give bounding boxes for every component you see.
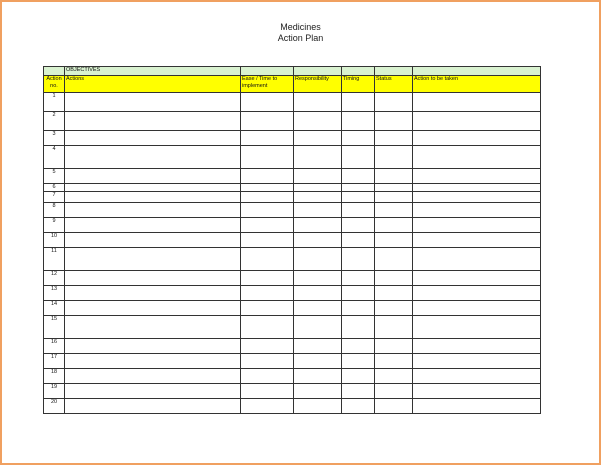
header-row	[44, 76, 541, 93]
row-number: 18	[44, 369, 65, 384]
table-cell[interactable]	[294, 354, 342, 369]
table-cell[interactable]	[413, 316, 541, 339]
objectives-cell[interactable]	[342, 67, 375, 76]
table-row	[44, 93, 541, 112]
table-cell[interactable]	[241, 192, 294, 203]
table-cell[interactable]	[241, 233, 294, 248]
header-action-taken: Action to be taken	[413, 76, 541, 93]
row-number: 11	[44, 248, 65, 271]
row-number: 5	[44, 169, 65, 184]
table-cell[interactable]	[375, 131, 413, 146]
table-cell[interactable]	[294, 339, 342, 354]
table-cell[interactable]	[294, 184, 342, 192]
table-cell[interactable]	[65, 248, 241, 271]
table-cell[interactable]	[65, 184, 241, 192]
table-cell[interactable]	[375, 271, 413, 286]
row-number: 7	[44, 192, 65, 203]
table-cell[interactable]	[65, 316, 241, 339]
table-cell[interactable]	[375, 184, 413, 192]
row-number: 6	[44, 184, 65, 192]
table-cell[interactable]	[65, 169, 241, 184]
table-cell[interactable]	[375, 399, 413, 414]
table-cell[interactable]	[241, 316, 294, 339]
table-cell[interactable]	[342, 248, 375, 271]
table-cell[interactable]	[413, 271, 541, 286]
row-number: 1	[44, 93, 65, 112]
table-cell[interactable]	[413, 192, 541, 203]
table-cell[interactable]	[375, 93, 413, 112]
table-cell[interactable]	[294, 286, 342, 301]
table-cell[interactable]	[294, 93, 342, 112]
table-cell[interactable]	[342, 112, 375, 131]
header-action-no: Action no.	[44, 76, 65, 93]
table-cell[interactable]	[241, 131, 294, 146]
table-cell[interactable]	[413, 384, 541, 399]
table-row	[44, 233, 541, 248]
table-cell[interactable]	[413, 339, 541, 354]
table-cell[interactable]	[65, 203, 241, 218]
header-status: Status	[375, 76, 413, 93]
row-number: 20	[44, 399, 65, 414]
table-cell[interactable]	[241, 271, 294, 286]
table-cell[interactable]	[375, 339, 413, 354]
table-cell[interactable]	[294, 233, 342, 248]
table-row	[44, 286, 541, 301]
table-cell[interactable]	[65, 192, 241, 203]
row-number: 17	[44, 354, 65, 369]
table-cell[interactable]	[65, 93, 241, 112]
table-cell[interactable]	[375, 146, 413, 169]
table-cell[interactable]	[342, 271, 375, 286]
objectives-cell[interactable]	[294, 67, 342, 76]
table-cell[interactable]	[375, 369, 413, 384]
table-cell[interactable]	[375, 169, 413, 184]
table-cell[interactable]	[241, 369, 294, 384]
table-row	[44, 301, 541, 316]
table-cell[interactable]	[65, 233, 241, 248]
row-number: 13	[44, 286, 65, 301]
row-number: 15	[44, 316, 65, 339]
table-cell[interactable]	[294, 248, 342, 271]
header-timing: Timing	[342, 76, 375, 93]
table-cell[interactable]	[65, 146, 241, 169]
row-number: 9	[44, 218, 65, 233]
table-row	[44, 384, 541, 399]
table-cell[interactable]	[375, 233, 413, 248]
table-cell[interactable]	[65, 399, 241, 414]
table-cell[interactable]	[241, 384, 294, 399]
table-cell[interactable]	[342, 286, 375, 301]
header-responsibility: Responsibility	[294, 76, 342, 93]
row-number: 12	[44, 271, 65, 286]
row-number: 8	[44, 203, 65, 218]
table-cell[interactable]	[294, 203, 342, 218]
table-row	[44, 248, 541, 271]
table-cell[interactable]	[294, 169, 342, 184]
table-cell[interactable]	[241, 399, 294, 414]
table-cell[interactable]	[342, 301, 375, 316]
table-cell[interactable]	[413, 112, 541, 131]
table-cell[interactable]	[342, 399, 375, 414]
table-cell[interactable]	[65, 131, 241, 146]
table-cell[interactable]	[65, 218, 241, 233]
table-cell[interactable]	[413, 233, 541, 248]
table-cell[interactable]	[294, 218, 342, 233]
table-cell[interactable]	[375, 316, 413, 339]
table-cell[interactable]	[342, 339, 375, 354]
table-cell[interactable]	[294, 399, 342, 414]
table-row	[44, 169, 541, 184]
table-cell[interactable]	[413, 286, 541, 301]
table-cell[interactable]	[413, 301, 541, 316]
table-cell[interactable]	[294, 301, 342, 316]
table-row	[44, 399, 541, 414]
table-cell[interactable]	[375, 301, 413, 316]
table-cell[interactable]	[413, 203, 541, 218]
table-cell[interactable]	[413, 248, 541, 271]
table-row	[44, 218, 541, 233]
objectives-cell[interactable]	[413, 67, 541, 76]
table-cell[interactable]	[342, 233, 375, 248]
table-row	[44, 369, 541, 384]
table-cell[interactable]	[294, 271, 342, 286]
row-number: 4	[44, 146, 65, 169]
table-cell[interactable]	[241, 339, 294, 354]
table-cell[interactable]	[342, 369, 375, 384]
table-cell[interactable]	[342, 146, 375, 169]
table-row	[44, 316, 541, 339]
table-cell[interactable]	[375, 192, 413, 203]
table-row	[44, 339, 541, 354]
table-cell[interactable]	[241, 112, 294, 131]
objectives-label: OBJECTIVES	[65, 67, 241, 76]
row-number: 2	[44, 112, 65, 131]
table-cell[interactable]	[413, 218, 541, 233]
table-cell[interactable]	[375, 218, 413, 233]
document-title	[0, 22, 601, 44]
table-cell[interactable]	[413, 131, 541, 146]
table-cell[interactable]	[241, 184, 294, 192]
table-cell[interactable]	[241, 248, 294, 271]
table-cell[interactable]	[342, 131, 375, 146]
row-number: 14	[44, 301, 65, 316]
table-cell[interactable]	[342, 184, 375, 192]
row-number: 16	[44, 339, 65, 354]
table-cell[interactable]	[294, 192, 342, 203]
table-cell[interactable]	[294, 146, 342, 169]
table-row	[44, 184, 541, 192]
table-cell[interactable]	[65, 339, 241, 354]
table-cell[interactable]	[65, 384, 241, 399]
table-cell[interactable]	[342, 354, 375, 369]
table-cell[interactable]	[65, 301, 241, 316]
table-cell[interactable]	[413, 93, 541, 112]
table-row	[44, 203, 541, 218]
table-row	[44, 192, 541, 203]
table-cell[interactable]	[375, 286, 413, 301]
action-plan-table	[43, 66, 541, 414]
table-cell[interactable]	[413, 146, 541, 169]
table-cell[interactable]	[241, 354, 294, 369]
table-cell[interactable]	[413, 399, 541, 414]
table-row	[44, 271, 541, 286]
table-cell[interactable]	[413, 354, 541, 369]
table-cell[interactable]	[413, 369, 541, 384]
row-number: 3	[44, 131, 65, 146]
table-row	[44, 354, 541, 369]
table-cell[interactable]	[342, 192, 375, 203]
objectives-blank-cell[interactable]	[44, 67, 65, 76]
table-cell[interactable]	[294, 384, 342, 399]
table-cell[interactable]	[241, 218, 294, 233]
table-cell[interactable]	[294, 131, 342, 146]
table-cell[interactable]	[375, 112, 413, 131]
table-row	[44, 131, 541, 146]
objectives-cell[interactable]	[375, 67, 413, 76]
table-cell[interactable]	[241, 286, 294, 301]
table-cell[interactable]	[375, 354, 413, 369]
table-cell[interactable]	[241, 93, 294, 112]
table-cell[interactable]	[294, 316, 342, 339]
table-cell[interactable]	[342, 218, 375, 233]
header-actions: Actions	[65, 76, 241, 93]
table-cell[interactable]	[241, 146, 294, 169]
table-cell[interactable]	[375, 203, 413, 218]
title-line-1: Medicines	[280, 22, 321, 32]
table-cell[interactable]	[294, 112, 342, 131]
table-cell[interactable]	[65, 369, 241, 384]
table-row	[44, 112, 541, 131]
table-cell[interactable]	[65, 286, 241, 301]
table-row	[44, 146, 541, 169]
table-cell[interactable]	[342, 93, 375, 112]
table-cell[interactable]	[375, 248, 413, 271]
table-cell[interactable]	[413, 184, 541, 192]
title-line-2: Action Plan	[277, 33, 324, 43]
table-cell[interactable]	[342, 169, 375, 184]
table-cell[interactable]	[294, 369, 342, 384]
table-cell[interactable]	[342, 384, 375, 399]
table-cell[interactable]	[342, 203, 375, 218]
table-cell[interactable]	[65, 271, 241, 286]
row-number: 19	[44, 384, 65, 399]
table-cell[interactable]	[241, 301, 294, 316]
table-cell[interactable]	[342, 316, 375, 339]
header-ease-time: Ease / Time to implement	[241, 76, 294, 93]
objectives-cell[interactable]	[241, 67, 294, 76]
row-number: 10	[44, 233, 65, 248]
table-cell[interactable]	[375, 384, 413, 399]
table-cell[interactable]	[241, 169, 294, 184]
table-cell[interactable]	[241, 203, 294, 218]
objectives-row	[44, 67, 541, 76]
table-cell[interactable]	[65, 112, 241, 131]
table-cell[interactable]	[413, 169, 541, 184]
table-cell[interactable]	[65, 354, 241, 369]
